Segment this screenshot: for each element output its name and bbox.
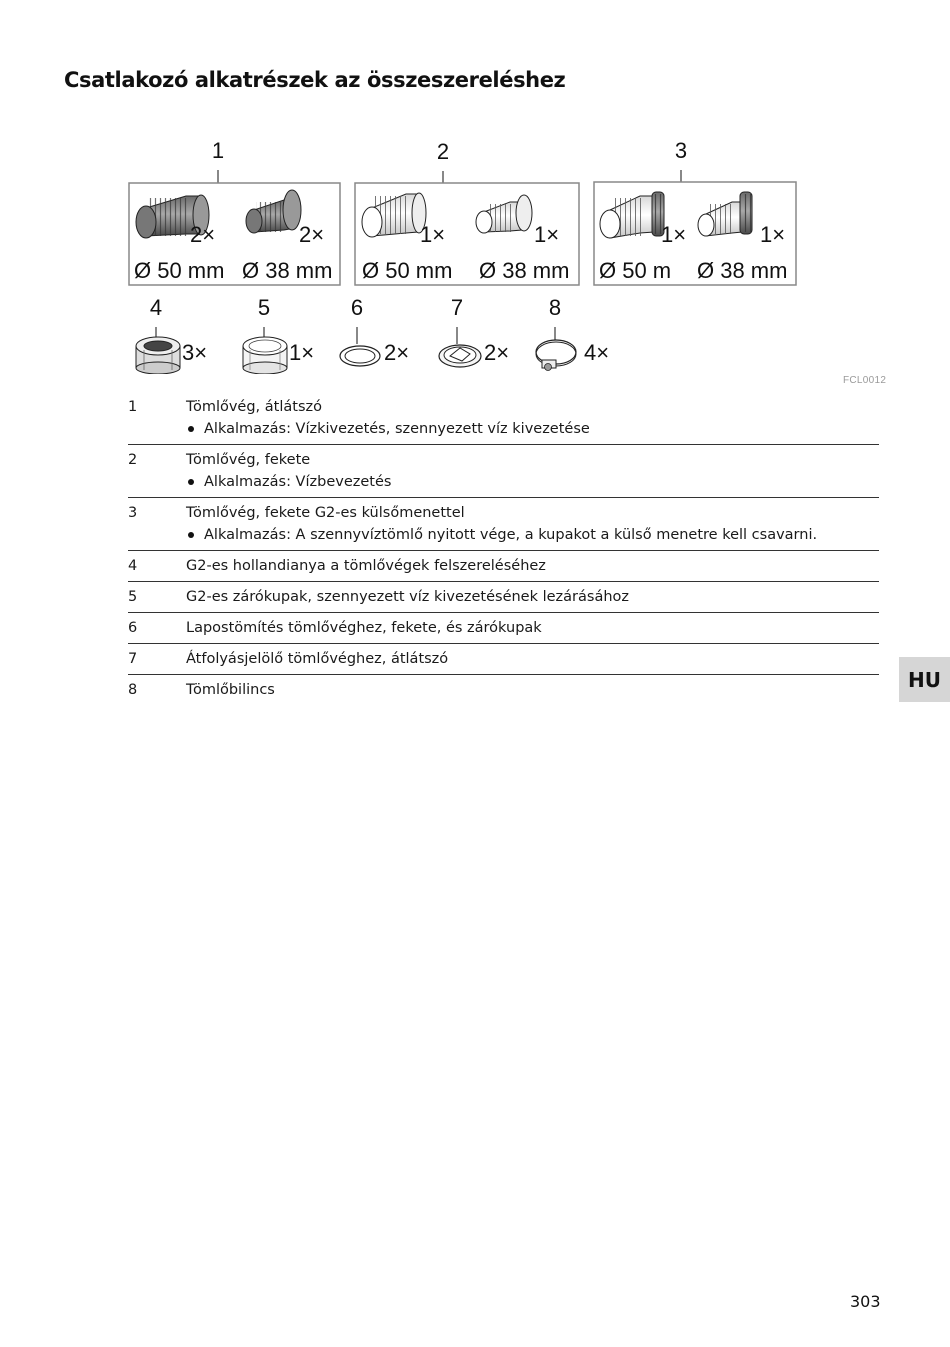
part-7-qty: 2× <box>484 340 510 365</box>
legend-text: G2-es hollandianya a tömlővégek felszereléséhez <box>186 558 546 574</box>
legend-text: Tömlővég, fekete <box>186 451 311 468</box>
flat-gasket-icon <box>340 346 380 366</box>
legend-row <box>128 498 879 551</box>
group-2-left-dim: Ø 50 mm <box>362 258 453 283</box>
bullet-icon <box>188 479 194 485</box>
legend-bullet: Alkalmazás: Vízbevezetés <box>204 474 392 490</box>
legend-text: Tömlővég, átlátszó <box>186 398 322 415</box>
legend-number: 1 <box>128 398 138 415</box>
language-tab: HU <box>899 657 950 702</box>
legend-row <box>128 445 879 498</box>
group-3-right-dim: Ø 38 mm <box>697 258 788 283</box>
legend-number: 3 <box>128 504 138 521</box>
legend-bullet: Alkalmazás: Vízkivezetés, szennyezett víz kivezetése <box>204 421 590 437</box>
part-5-qty: 1× <box>289 340 315 365</box>
page-title: Csatlakozó alkatrészek az összeszereléshez <box>64 68 566 92</box>
group-3-right-qty: 1× <box>760 222 786 247</box>
group-2-left-qty: 1× <box>420 222 446 247</box>
part-number-4: 4 <box>149 295 163 320</box>
group-3-left-dim: Ø 50 m <box>599 258 672 283</box>
part-number-7: 7 <box>450 295 464 320</box>
legend-row <box>128 644 879 675</box>
figure-code: FCL0012 <box>843 375 887 386</box>
part-number-6: 6 <box>350 295 364 320</box>
legend-text: Tömlőbilincs <box>186 682 275 698</box>
legend-number: 5 <box>128 589 138 605</box>
end-cap-icon <box>243 337 287 374</box>
legend-number: 8 <box>128 682 138 698</box>
legend-row <box>128 582 879 613</box>
part-8-qty: 4× <box>584 340 610 365</box>
legend-number: 4 <box>128 558 138 574</box>
group-1-right-dim: Ø 38 mm <box>242 258 333 283</box>
group-1-left-qty: 2× <box>190 222 216 247</box>
group-1-left-dim: Ø 50 mm <box>134 258 225 283</box>
group-number-1: 1 <box>211 138 225 163</box>
legend-text: Lapostömítés tömlővéghez, fekete, és zárókupak <box>186 620 542 636</box>
legend-table <box>128 392 879 705</box>
group-number-2: 2 <box>436 139 450 164</box>
part-number-8: 8 <box>548 295 562 320</box>
legend-text: Tömlővég, fekete G2-es külsőmenettel <box>186 504 465 521</box>
bullet-icon <box>188 426 194 432</box>
legend-number: 6 <box>128 620 138 636</box>
legend-text: G2-es zárókupak, szennyezett víz kivezetésének lezárásához <box>186 589 630 605</box>
legend-row <box>128 392 879 445</box>
parts-figure <box>128 134 798 374</box>
part-number-5: 5 <box>257 295 271 320</box>
legend-number: 7 <box>128 651 138 667</box>
legend-bullet: Alkalmazás: A szennyvíztömlő nyitott vége, a kupakot a külső menetre kell csavarni. <box>204 527 818 543</box>
legend-row <box>128 613 879 644</box>
legend-number: 2 <box>128 451 138 468</box>
group-2-right-qty: 1× <box>534 222 560 247</box>
legend-text: Átfolyásjelölő tömlővéghez, átlátszó <box>186 651 449 667</box>
legend-row <box>128 551 879 582</box>
part-4-qty: 3× <box>182 340 208 365</box>
flow-indicator-icon <box>439 345 481 367</box>
hose-clamp-icon <box>536 340 576 371</box>
group-2-right-dim: Ø 38 mm <box>479 258 570 283</box>
group-1-right-qty: 2× <box>299 222 325 247</box>
legend-row <box>128 675 879 705</box>
group-number-3: 3 <box>674 138 688 163</box>
union-nut-icon <box>136 337 180 374</box>
bullet-icon <box>188 532 194 538</box>
page-number: 303 <box>850 1292 881 1311</box>
part-6-qty: 2× <box>384 340 410 365</box>
group-3-left-qty: 1× <box>661 222 687 247</box>
